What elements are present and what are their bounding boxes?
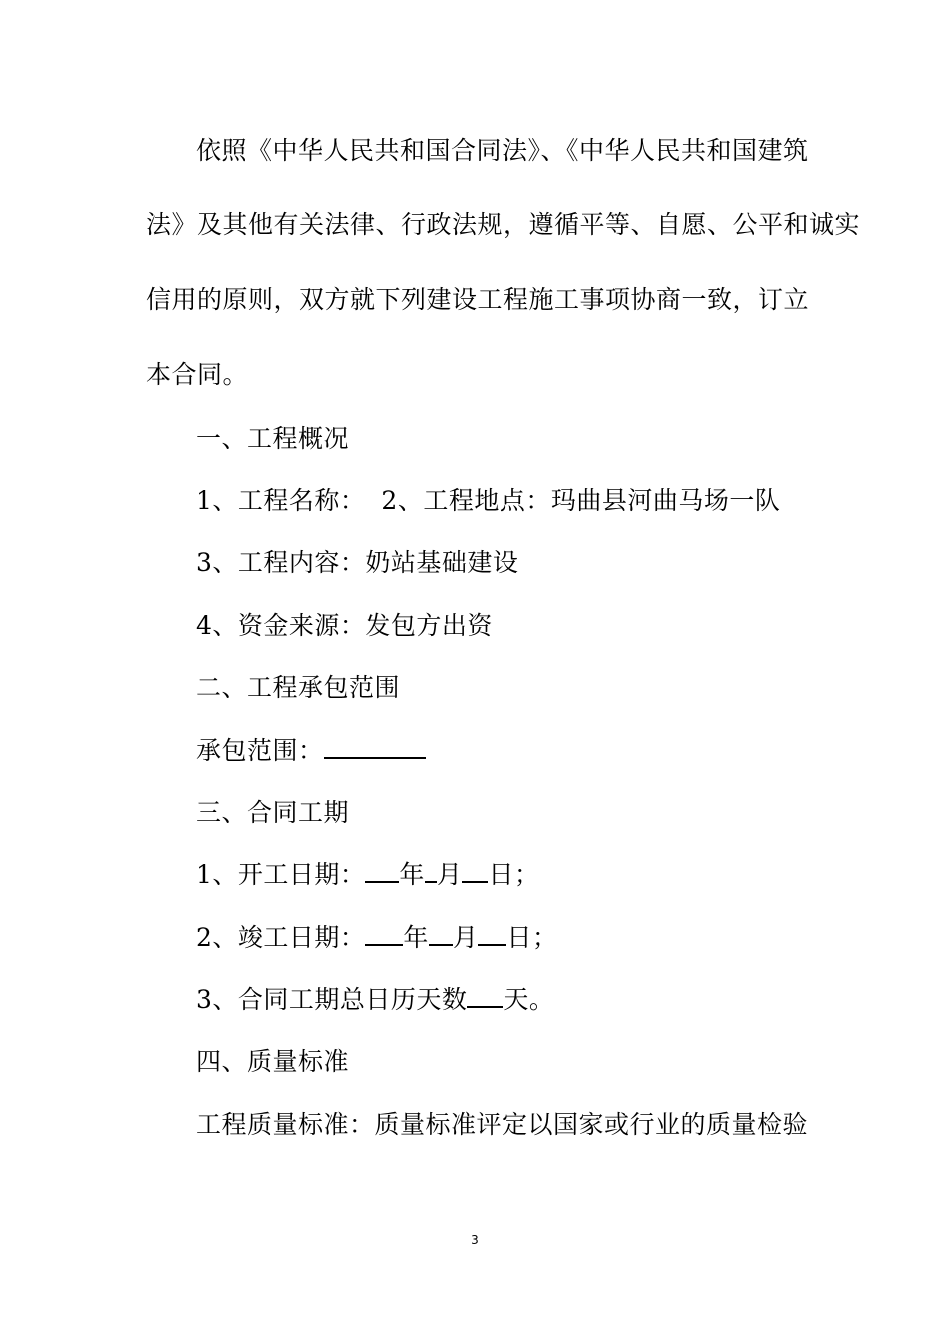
finish-year-blank <box>365 922 403 946</box>
intro-line-3: 信用的原则，双方就下列建设工程施工事项协商一致，订立 <box>146 285 810 314</box>
finish-date-prefix: 2、竣工日期： <box>196 923 366 952</box>
total-days-blank <box>467 984 503 1008</box>
scope-blank <box>324 735 426 759</box>
section1-items-1-2 <box>196 483 858 519</box>
quality-standard-line: 工程质量标准：质量标准评定以国家或行业的质量检验 <box>196 1110 809 1139</box>
total-days-suffix: 天。 <box>503 985 555 1014</box>
start-month-unit: 月 <box>436 860 463 889</box>
intro-line-2: 法》及其他有关法律、行政法规，遵循平等、自愿、公平和诚实 <box>146 210 861 239</box>
scope-label: 承包范围： <box>196 736 324 765</box>
start-date-line <box>196 857 858 893</box>
scope-line <box>196 733 858 769</box>
intro-line-4: 本合同。 <box>146 360 249 389</box>
start-day-blank <box>462 859 488 883</box>
section3-heading: 三、合同工期 <box>196 798 350 827</box>
section4-heading: 四、质量标准 <box>196 1047 350 1076</box>
start-date-prefix: 1、开工日期： <box>196 860 366 889</box>
finish-date-line <box>196 920 858 956</box>
item1-label: 1、工程名称： <box>196 486 366 515</box>
total-days-prefix: 3、合同工期总日历天数 <box>196 985 468 1014</box>
finish-day-unit: 日； <box>506 923 558 952</box>
item2-text: 2、工程地点：玛曲县河曲马场一队 <box>381 486 781 515</box>
start-month-blank <box>425 859 437 883</box>
finish-year-unit: 年 <box>403 923 429 952</box>
start-year-blank <box>365 859 399 883</box>
finish-month-unit: 月 <box>452 923 479 952</box>
intro-line-1: 依照《中华人民共和国合同法》、《中华人民共和国建筑 <box>196 136 809 165</box>
start-day-unit: 日； <box>488 860 540 889</box>
finish-day-blank <box>478 922 506 946</box>
section1-item-4: 4、资金来源：发包方出资 <box>196 611 493 640</box>
section2-heading: 二、工程承包范围 <box>196 673 401 702</box>
page-number: 3 <box>471 1233 479 1247</box>
finish-month-blank <box>429 922 453 946</box>
section1-item-3: 3、工程内容：奶站基础建设 <box>196 548 519 577</box>
section1-heading: 一、工程概况 <box>196 424 350 453</box>
start-year-unit: 年 <box>399 860 425 889</box>
total-days-line <box>196 982 858 1018</box>
